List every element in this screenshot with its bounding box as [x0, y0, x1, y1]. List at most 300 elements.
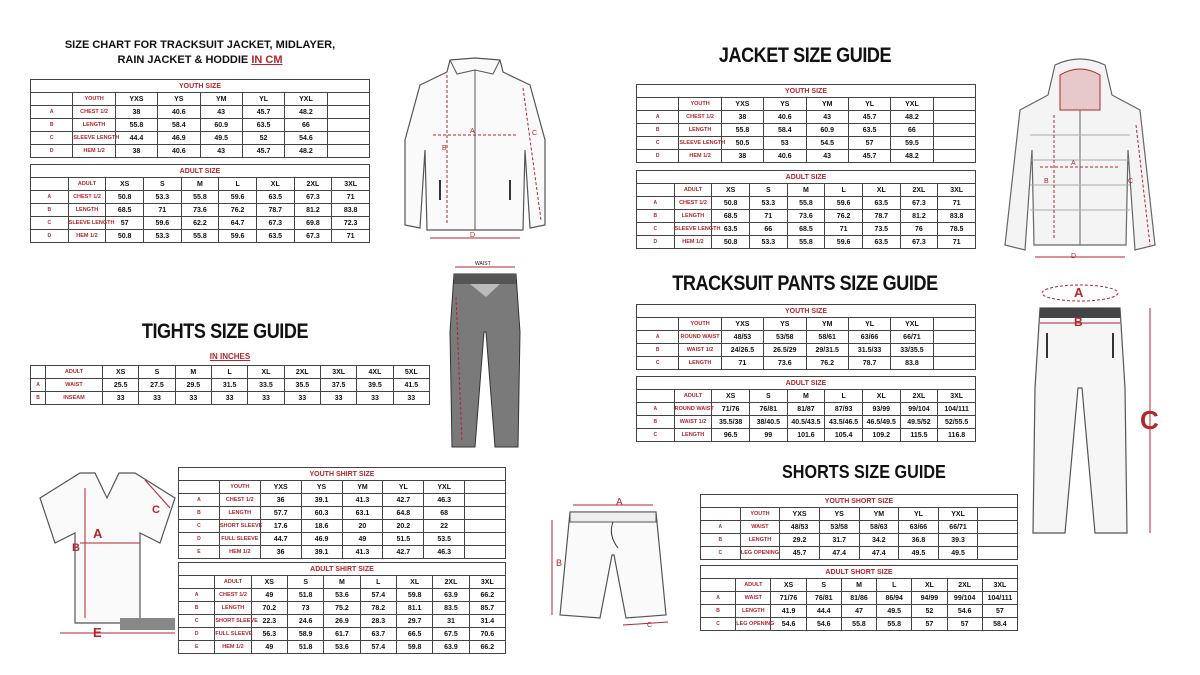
table-cell: 55.8	[115, 119, 157, 132]
table-cell: 66.5	[396, 628, 432, 641]
row-letter: C	[637, 137, 679, 150]
table-cell: 48.2	[891, 150, 933, 163]
table-cell	[465, 520, 506, 533]
table-header-cell: YXL	[938, 508, 978, 521]
table-cell: 47.4	[819, 547, 859, 560]
table-cell: 43.5/46.5	[825, 416, 863, 429]
row-label: WAIST	[46, 379, 103, 392]
table-header-cell: S	[749, 184, 787, 197]
table-cell: 41.9	[771, 605, 806, 618]
jacket-label-a: A	[470, 128, 475, 135]
table-header-cell: M	[175, 366, 211, 379]
table-row	[637, 111, 976, 124]
table-cell: 47	[841, 605, 876, 618]
shorts-label-b: B	[556, 558, 563, 568]
table-cell: 66	[749, 223, 787, 236]
table-row	[179, 628, 506, 641]
table-cell: 99	[749, 429, 787, 442]
row-letter: B	[179, 507, 220, 520]
table-cell: 63/66	[848, 331, 890, 344]
table-cell	[327, 106, 369, 119]
table-header-row	[179, 576, 506, 589]
table-header-cell: YS	[301, 481, 342, 494]
table-row	[31, 204, 370, 217]
table-cell: 78.7	[848, 357, 890, 370]
table-header-cell: YOUTH	[219, 481, 260, 494]
table-cell: 83.8	[891, 357, 933, 370]
table-cell: 81.2	[900, 210, 938, 223]
table-header-cell: L	[360, 576, 396, 589]
table-row	[31, 392, 430, 405]
table-cell: 63.9	[433, 641, 469, 654]
table-header-cell: YOUTH	[679, 318, 721, 331]
table-header-cell: 2XL	[284, 366, 320, 379]
tracksuit-jacket-illustration	[395, 50, 555, 245]
table-cell: 63.5	[256, 191, 294, 204]
table-cell: 45.7	[848, 111, 890, 124]
row-letter: D	[637, 150, 679, 163]
row-label: HEM 1/2	[73, 145, 115, 158]
table-cell: 81.1	[396, 602, 432, 615]
table-header-row	[31, 366, 430, 379]
table-header-cell	[31, 178, 69, 191]
shirt-label-e: E	[93, 625, 102, 640]
table-row	[179, 641, 506, 654]
table-header-cell: 3XL	[982, 579, 1017, 592]
table-row	[701, 605, 1018, 618]
table-row	[31, 145, 370, 158]
table-cell: 99/104	[900, 403, 938, 416]
table-cell: 54.6	[285, 132, 327, 145]
table-cell: 17.6	[260, 520, 301, 533]
row-label: LENGTH	[68, 204, 106, 217]
table-cell: 42.7	[383, 546, 424, 559]
table-header-cell: XL	[396, 576, 432, 589]
row-label: CHEST 1/2	[674, 197, 712, 210]
shorts-illustration	[548, 500, 678, 630]
table-cell: 53/58	[764, 331, 806, 344]
table-cell: 63/66	[899, 521, 939, 534]
table-cell: 46.3	[424, 494, 465, 507]
row-letter: A	[637, 331, 679, 344]
table-cell	[978, 521, 1018, 534]
table-cell: 20.2	[383, 520, 424, 533]
table-cell: 71	[825, 223, 863, 236]
row-letter: A	[179, 589, 215, 602]
table-cell: 33	[211, 392, 247, 405]
table-header-cell: L	[877, 579, 912, 592]
table-cell: 55.8	[181, 191, 219, 204]
row-letter: C	[637, 223, 675, 236]
table-row	[31, 119, 370, 132]
table-cell: 60.9	[806, 124, 848, 137]
table-header-cell: M	[787, 184, 825, 197]
table-cell: 45.7	[242, 106, 284, 119]
row-label: HEM 1/2	[679, 150, 721, 163]
table-header-cell	[978, 508, 1018, 521]
table-cell: 41.3	[342, 546, 383, 559]
jacket-label-d: D	[470, 232, 476, 239]
table-cell	[327, 132, 369, 145]
table-cell: 50.8	[106, 191, 144, 204]
table-cell: 71	[332, 191, 370, 204]
table-row	[701, 534, 1018, 547]
table-cell: 58/63	[859, 521, 899, 534]
table-cell: 57	[947, 618, 982, 631]
table-header-cell: 2XL	[433, 576, 469, 589]
table-cell: 105.4	[825, 429, 863, 442]
table-cell: 53	[764, 137, 806, 150]
table-cell: 57.4	[360, 589, 396, 602]
table-row	[179, 494, 506, 507]
table-header-row	[701, 579, 1018, 592]
tracksuit-title-line1: SIZE CHART FOR TRACKSUIT JACKET, MIDLAYER,	[64, 39, 336, 51]
table-cell: 96.5	[712, 429, 750, 442]
table-jacket-adult	[636, 170, 976, 249]
table-cell: 104/111	[938, 403, 976, 416]
table-header-cell	[701, 579, 736, 592]
row-label: HEM 1/2	[219, 546, 260, 559]
table-header-cell: YL	[848, 98, 890, 111]
table-cell: 44.7	[260, 533, 301, 546]
table-cell: 63.5	[256, 230, 294, 243]
table-header-row	[637, 98, 976, 111]
table-cell	[933, 124, 975, 137]
row-letter: C	[701, 547, 741, 560]
table-cell: 64.7	[219, 217, 257, 230]
table-cell: 57	[848, 137, 890, 150]
table-header-row	[637, 184, 976, 197]
table-cell: 39.5	[357, 379, 393, 392]
table-cell: 51.8	[287, 589, 323, 602]
table-row	[179, 546, 506, 559]
table-cell: 40.6	[158, 145, 200, 158]
table-header-row	[179, 481, 506, 494]
row-label: WAIST 1/2	[674, 416, 712, 429]
table-cell: 33.5	[248, 379, 284, 392]
table-cell: 58.4	[158, 119, 200, 132]
row-letter: D	[31, 145, 73, 158]
table-cell: 63.5	[712, 223, 750, 236]
table-header-cell	[31, 366, 46, 379]
table-cell: 51.8	[287, 641, 323, 654]
table-caption-row	[701, 495, 1018, 508]
row-letter: A	[637, 111, 679, 124]
table-cell: 22	[424, 520, 465, 533]
table-cell: 73.5	[862, 223, 900, 236]
table-row	[179, 533, 506, 546]
table-cell: 78.7	[862, 210, 900, 223]
table-cell: 68	[424, 507, 465, 520]
table-tracksuit-adult	[30, 164, 370, 243]
table-cell: 81.2	[294, 204, 332, 217]
table-caption: YOUTH SIZE	[637, 305, 976, 318]
table-cell: 33	[393, 392, 429, 405]
table-cell: 59.6	[219, 230, 257, 243]
table-cell: 59.6	[143, 217, 181, 230]
table-cell: 60.3	[301, 507, 342, 520]
row-letter: D	[179, 628, 215, 641]
shirt-label-a: A	[93, 526, 103, 541]
table-header-cell: L	[219, 178, 257, 191]
table-cell: 25.5	[103, 379, 139, 392]
table-cell: 37.5	[320, 379, 356, 392]
table-header-row	[637, 318, 976, 331]
row-letter: B	[637, 124, 679, 137]
table-cell: 49.5	[877, 605, 912, 618]
table-header-cell: ADULT	[674, 184, 712, 197]
table-cell: 63.5	[242, 119, 284, 132]
table-cell: 26.9	[324, 615, 360, 628]
row-label: CHEST 1/2	[68, 191, 106, 204]
table-header-cell: YXS	[721, 98, 763, 111]
table-cell: 67.3	[294, 191, 332, 204]
table-cell: 50.8	[712, 236, 750, 249]
pants-label-b: B	[1074, 315, 1083, 329]
table-row	[637, 150, 976, 163]
row-label: FULL SLEEVE	[219, 533, 260, 546]
table-cell: 33/35.5	[891, 344, 933, 357]
row-label: SHORT SLEEVE	[219, 520, 260, 533]
table-cell: 53.6	[324, 641, 360, 654]
table-cell: 54.5	[806, 137, 848, 150]
row-label: LENGTH	[674, 429, 712, 442]
table-cell: 49	[251, 641, 287, 654]
row-label: ROUND WAIST	[674, 403, 712, 416]
table-cell: 48.2	[891, 111, 933, 124]
table-cell: 73.6	[787, 210, 825, 223]
table-cell: 99/104	[947, 592, 982, 605]
table-cell: 101.6	[787, 429, 825, 442]
table-caption-row	[31, 80, 370, 93]
table-header-cell: YXS	[721, 318, 763, 331]
table-row	[637, 236, 976, 249]
table-row	[31, 230, 370, 243]
table-cell: 71	[938, 236, 976, 249]
table-cell: 45.7	[242, 145, 284, 158]
table-cell: 41.3	[342, 494, 383, 507]
table-header-cell: 3XL	[469, 576, 505, 589]
table-header-cell: 3XL	[320, 366, 356, 379]
row-letter: C	[179, 520, 220, 533]
row-letter: A	[701, 592, 736, 605]
table-caption-row	[637, 377, 976, 390]
table-header-row	[637, 390, 976, 403]
table-header-cell	[637, 318, 679, 331]
row-label: LENGTH	[679, 357, 721, 370]
table-cell: 43	[806, 150, 848, 163]
table-cell: 53.3	[143, 191, 181, 204]
table-header-cell: YS	[764, 98, 806, 111]
table-cell: 73.6	[181, 204, 219, 217]
table-cell: 52	[912, 605, 947, 618]
table-header-cell: L	[211, 366, 247, 379]
table-header-cell: 3XL	[332, 178, 370, 191]
table-cell: 22.3	[251, 615, 287, 628]
table-header-cell: YS	[819, 508, 859, 521]
row-label: CHEST 1/2	[679, 111, 721, 124]
table-caption-row	[637, 85, 976, 98]
table-cell: 40.6	[158, 106, 200, 119]
table-cell: 73.6	[764, 357, 806, 370]
row-letter: D	[31, 230, 69, 243]
table-cell: 76.2	[825, 210, 863, 223]
table-cell: 76.2	[219, 204, 257, 217]
table-cell: 38/40.5	[749, 416, 787, 429]
table-cell: 58.4	[764, 124, 806, 137]
table-row	[179, 615, 506, 628]
table-cell: 55.8	[787, 236, 825, 249]
table-cell: 39.3	[938, 534, 978, 547]
table-caption-row	[637, 171, 976, 184]
table-cell: 51.5	[383, 533, 424, 546]
table-cell	[933, 344, 975, 357]
table-caption: ADULT SHORT SIZE	[701, 566, 1018, 579]
row-letter: E	[179, 641, 215, 654]
table-tights	[30, 365, 430, 405]
table-cell: 69.8	[294, 217, 332, 230]
table-cell: 35.5/38	[712, 416, 750, 429]
table-cell: 71	[938, 197, 976, 210]
row-label: LENGTH	[73, 119, 115, 132]
table-cell: 81/87	[787, 403, 825, 416]
table-header-cell: XL	[248, 366, 284, 379]
table-cell: 40.6	[764, 111, 806, 124]
table-header-cell: 2XL	[900, 184, 938, 197]
table-header-cell	[179, 576, 215, 589]
tracksuit-title-line2: RAIN JACKET & HODDIE	[117, 54, 249, 66]
table-cell: 49.5	[938, 547, 978, 560]
table-pants-adult	[636, 376, 976, 442]
table-cell: 76/81	[806, 592, 841, 605]
jacket-title: JACKET SIZE GUIDE	[718, 44, 892, 67]
tights-title: TIGHTS SIZE GUIDE	[141, 320, 309, 343]
table-cell: 33	[248, 392, 284, 405]
table-header-cell: ADULT	[674, 390, 712, 403]
table-cell: 115.5	[900, 429, 938, 442]
row-label: CHEST 1/2	[215, 589, 251, 602]
row-letter: C	[179, 615, 215, 628]
table-shirt-adult	[178, 562, 506, 654]
table-shorts-adult	[700, 565, 1018, 631]
row-label: LENGTH	[740, 534, 780, 547]
table-cell: 55.8	[787, 197, 825, 210]
table-header-cell: S	[749, 390, 787, 403]
table-cell: 54.6	[771, 618, 806, 631]
table-cell: 58.9	[287, 628, 323, 641]
row-label: WAIST	[740, 521, 780, 534]
table-cell	[465, 533, 506, 546]
table-cell: 46.3	[424, 546, 465, 559]
table-cell: 59.8	[396, 589, 432, 602]
table-cell: 33	[320, 392, 356, 405]
shirt-label-b: B	[72, 542, 80, 554]
row-label: CHEST 1/2	[73, 106, 115, 119]
table-cell: 62.2	[181, 217, 219, 230]
table-header-row	[31, 178, 370, 191]
shirt-label-c: C	[152, 504, 160, 516]
row-letter: A	[31, 191, 69, 204]
row-letter: A	[179, 494, 220, 507]
table-header-cell: YL	[242, 93, 284, 106]
table-header-cell: S	[139, 366, 175, 379]
table-cell: 67.3	[294, 230, 332, 243]
table-cell	[933, 331, 975, 344]
puffer-label-a: A	[1071, 160, 1076, 167]
row-letter: B	[31, 119, 73, 132]
table-cell: 55.8	[181, 230, 219, 243]
puffer-jacket-illustration	[1000, 55, 1160, 265]
table-cell: 36.8	[899, 534, 939, 547]
row-letter: B	[637, 210, 675, 223]
table-cell: 49.5	[899, 547, 939, 560]
table-cell: 55.8	[841, 618, 876, 631]
row-label: HEM 1/2	[215, 641, 251, 654]
table-cell: 49.5/52	[900, 416, 938, 429]
table-header-cell: XS	[771, 579, 806, 592]
table-row	[701, 618, 1018, 631]
table-cell	[933, 357, 975, 370]
table-cell: 28.3	[360, 615, 396, 628]
table-cell	[465, 546, 506, 559]
row-letter: B	[701, 534, 741, 547]
table-cell: 29/31.5	[806, 344, 848, 357]
table-cell: 52/55.5	[938, 416, 976, 429]
table-row	[179, 589, 506, 602]
puffer-label-d: D	[1071, 253, 1077, 260]
table-cell: 39.1	[301, 494, 342, 507]
table-header-cell: M	[324, 576, 360, 589]
table-cell: 38	[115, 145, 157, 158]
table-cell: 31.5	[211, 379, 247, 392]
table-header-cell: ADULT	[68, 178, 106, 191]
table-cell: 63.7	[360, 628, 396, 641]
row-label: HEM 1/2	[68, 230, 106, 243]
row-letter: B	[637, 344, 679, 357]
table-cell: 53/58	[819, 521, 859, 534]
table-cell: 67.3	[256, 217, 294, 230]
table-header-cell: 2XL	[947, 579, 982, 592]
table-header-cell: YXL	[285, 93, 327, 106]
table-cell: 66.2	[469, 641, 505, 654]
table-jacket-youth	[636, 84, 976, 163]
table-cell: 86/94	[877, 592, 912, 605]
row-label: SLEEVE LENGTH	[68, 217, 106, 230]
table-row	[637, 124, 976, 137]
table-row	[637, 416, 976, 429]
table-cell: 68.5	[106, 204, 144, 217]
shorts-label-c: C	[647, 622, 653, 629]
table-header-cell: YXL	[424, 481, 465, 494]
table-cell: 58.4	[982, 618, 1017, 631]
row-label: HEM 1/2	[674, 236, 712, 249]
row-letter: B	[179, 602, 215, 615]
table-header-cell: XS	[103, 366, 139, 379]
table-cell: 20	[342, 520, 383, 533]
table-cell: 70.2	[251, 602, 287, 615]
table-header-cell: XL	[862, 390, 900, 403]
table-cell: 18.6	[301, 520, 342, 533]
table-header-cell: M	[181, 178, 219, 191]
table-cell: 57	[912, 618, 947, 631]
table-cell: 42.7	[383, 494, 424, 507]
table-header-cell: L	[825, 390, 863, 403]
table-header-cell: 5XL	[393, 366, 429, 379]
table-cell	[933, 137, 975, 150]
table-cell: 33	[357, 392, 393, 405]
row-letter: E	[179, 546, 220, 559]
table-caption-row	[701, 566, 1018, 579]
